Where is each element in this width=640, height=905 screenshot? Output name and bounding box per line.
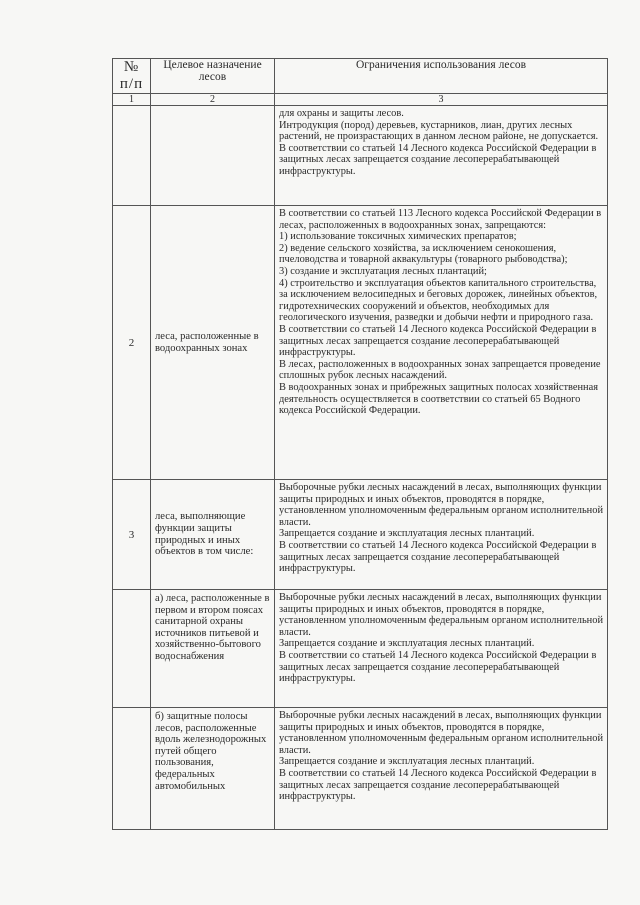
forest-restrictions-table <box>112 58 608 830</box>
restriction-line: 3) создание и эксплуатация лесных плантаций; <box>279 265 487 277</box>
header-purpose: Целевое назначение лесов <box>151 59 275 94</box>
row-purpose: б) защитные полосы лесов, расположенные вдоль железнодорожных путей общего пользования, федеральных автомобильных <box>151 708 275 830</box>
restriction-line: Интродукция (пород) деревьев, кустарников, лиан, других лесных растений, не произрастающих в данном лесном районе, не допускается. <box>279 119 599 143</box>
restriction-line: Выборочные рубки лесных насаждений в лесах, выполняющих функции защиты природных и иных объектов, проводятся в порядке, установленном уполномоченным федеральным органом исполнительной власти. <box>279 482 604 528</box>
column-index: 3 <box>275 94 608 106</box>
row-restrictions <box>275 480 608 590</box>
row-number: 2 <box>113 206 151 480</box>
table-row <box>113 708 608 830</box>
restriction-line: 4) строительство и эксплуатация объектов капитального строительства, за исключением велосипедных и беговых дорожек, линейных объектов, гидротехнических сооружений и объектов, необходимых для геологического изучения, разведки и добычи нефти и природного газа. <box>279 277 598 324</box>
row-restrictions <box>275 106 608 206</box>
restriction-line: В водоохранных зонах и прибрежных защитных полосах хозяйственная деятельность осуществляется в соответствии со статьей 65 Водного кодекса Российской Федерации. <box>279 381 598 417</box>
restriction-line: 1) использование токсичных химических препаратов; <box>279 231 517 243</box>
row-number <box>113 590 151 708</box>
restriction-line: Запрещается создание и эксплуатация лесных плантаций. <box>279 638 535 650</box>
restriction-line: В соответствии со статьей 14 Лесного кодекса Российской Федерации в защитных лесах запрещается создание лесоперерабатывающей инфраструктуры. <box>279 323 597 359</box>
restriction-line: Запрещается создание и эксплуатация лесных плантаций. <box>279 756 535 768</box>
column-index-row <box>113 94 608 106</box>
table-row <box>113 106 608 206</box>
restriction-line: В соответствии со статьей 14 Лесного кодекса Российской Федерации в защитных лесах запрещается создание лесоперерабатывающей инфраструктуры. <box>279 767 597 803</box>
row-restrictions <box>275 708 608 830</box>
column-index: 1 <box>113 94 151 106</box>
row-purpose: а) леса, расположенные в первом и втором поясах санитарной охраны источников питьевой и хозяйственно-бытового водоснабжения <box>151 590 275 708</box>
restriction-line: Выборочные рубки лесных насаждений в лесах, выполняющих функции защиты природных и иных объектов, проводятся в порядке, установленном уполномоченным федеральным органом исполнительной власти. <box>279 710 604 756</box>
table-row <box>113 206 608 480</box>
restriction-line: В лесах, расположенных в водоохранных зонах запрещается проведение сплошных рубок лесных насаждений. <box>279 358 601 382</box>
restriction-line: Запрещается создание и эксплуатация лесных плантаций. <box>279 528 535 540</box>
row-restrictions <box>275 206 608 480</box>
header-number: № п/п <box>113 59 151 94</box>
table-row <box>113 480 608 590</box>
restriction-line: для охраны и защиты лесов. <box>279 108 404 119</box>
row-purpose <box>151 106 275 206</box>
restriction-line: Выборочные рубки лесных насаждений в лесах, выполняющих функции защиты природных и иных объектов, проводятся в порядке, установленном уполномоченным федеральным органом исполнительной власти. <box>279 592 604 638</box>
row-number: 3 <box>113 480 151 590</box>
row-purpose: леса, выполняющие функции защиты природных и иных объектов в том числе: <box>151 480 275 590</box>
restriction-line: 2) ведение сельского хозяйства, за исключением сенокошения, пчеловодства и товарной аквакультуры (товарного рыбоводства); <box>279 242 568 266</box>
restriction-line: В соответствии со статьей 14 Лесного кодекса Российской Федерации в защитных лесах запрещается создание лесоперерабатывающей инфраструктуры. <box>279 649 597 685</box>
restriction-line: В соответствии со статьей 113 Лесного кодекса Российской Федерации в лесах, расположенных в водоохранных зонах, запрещаются: <box>279 208 602 231</box>
column-index: 2 <box>151 94 275 106</box>
table-header-row <box>113 59 608 94</box>
restriction-line: В соответствии со статьей 14 Лесного кодекса Российской Федерации в защитных лесах запрещается создание лесоперерабатывающей инфраструктуры. <box>279 539 597 575</box>
row-number <box>113 106 151 206</box>
row-number <box>113 708 151 830</box>
row-purpose: леса, расположенные в водоохранных зонах <box>151 206 275 480</box>
row-restrictions <box>275 590 608 708</box>
header-restrictions: Ограничения использования лесов <box>275 59 608 94</box>
restriction-line: В соответствии со статьей 14 Лесного кодекса Российской Федерации в защитных лесах запрещается создание лесоперерабатывающей инфраструктуры. <box>279 142 597 177</box>
table-row <box>113 590 608 708</box>
